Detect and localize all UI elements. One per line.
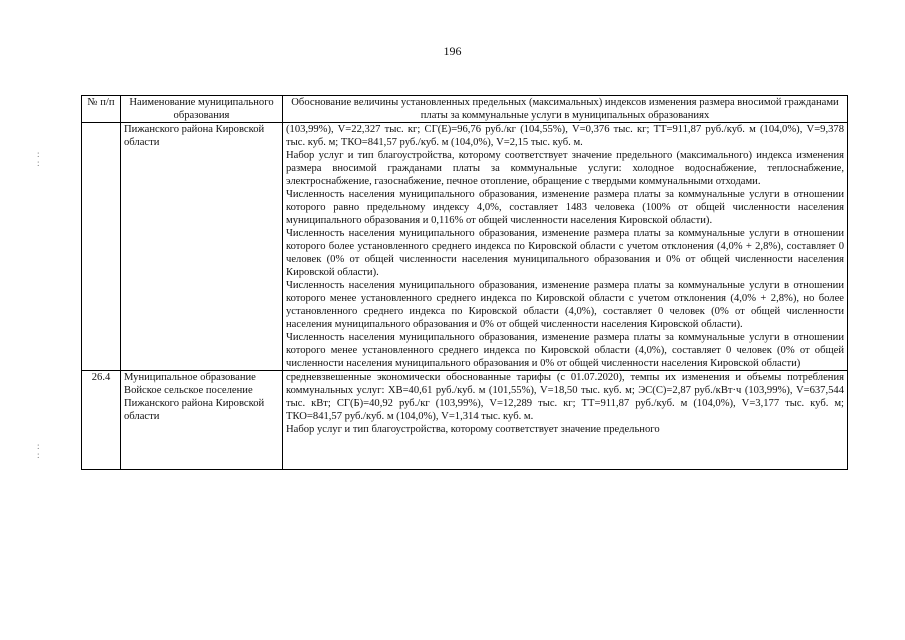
table-row — [82, 371, 848, 470]
table-row — [82, 123, 848, 371]
justification-paragraph: Набор услуг и тип благоустройства, которому соответствует значение предельного (максимального) индекса изменения размера вносимой гражданами платы за коммунальные услуги: холодное водоснабжение, теплоснабжение, электроснабжение, газоснабжение, печное отопление, обращение с твердыми коммунальными отходами. — [286, 150, 844, 187]
row-municipality-name: Пижанского района Кировской области — [121, 123, 283, 371]
row-justification — [283, 371, 848, 470]
justification-paragraph: средневзвешенные экономически обоснованные тарифы (с 01.07.2020), темпы их изменения и объемы потребления коммунальных услуг: ХВ=40,61 руб./куб. м (101,55%), V=18,50 тыс. куб. м; ЭС(С)=2,87 руб./кВт·ч (103,99%), V=637,544 тыс. кВт; СГ(Б)=40,92 руб./кг (103,99%), V=12,289 тыс. кг; ТТ=911,87 руб./куб. м (104,0%), V=3,177 тыс. куб. м; ТКО=841,57 руб./куб. м (104,0%), V=1,314 тыс. куб. м. — [286, 372, 844, 422]
row-num — [82, 123, 121, 371]
header-num: № п/п — [82, 96, 121, 123]
justification-paragraph: (103,99%), V=22,327 тыс. кг; СГ(Е)=96,76 руб./кг (104,55%), V=0,376 тыс. кг; ТТ=911,87 руб./куб. м (104,0%), V=9,378 тыс. куб. м; ТКО=841,57 руб./куб. м (104,0%), V=2,15 тыс. куб. м. — [286, 124, 844, 148]
justification-paragraph: Численность населения муниципального образования, изменение размера платы за коммунальные услуги в отношении которого менее установленного среднего индекса по Кировской области с учетом отклонения (4,0% + 2,8%), но более установленного среднего индекса по Кировской области (4,0%), составляет 0 человек (0% от общей численности населения муниципального образования и 0% от общей численности населения Кировской области). — [286, 280, 844, 330]
page-number: 196 — [443, 44, 462, 58]
row-num: 26.4 — [82, 371, 121, 470]
table-header-row — [82, 96, 848, 123]
justification-paragraph: Численность населения муниципального образования, изменение размера платы за коммунальные услуги в отношении которого более установленного среднего индекса по Кировской области с учетом отклонения (4,0% + 2,8%), составляет 0 человек (0% от общей численности населения муниципального образования и 0% от общей численности населения Кировской области). — [286, 228, 844, 278]
margin-mark: : : — [37, 149, 40, 168]
justification-paragraph: Численность населения муниципального образования, изменение размера платы за коммунальные услуги в отношении которого равно предельному индексу 4,0%, составляет 1483 человека (100% от общей численности населения муниципального образования и 0,116% от общей численности населения Кировской области). — [286, 189, 844, 226]
margin-mark: : : — [37, 441, 40, 460]
row-municipality-name: Муниципальное образование Войское сельское поселение Пижанского района Кировской области — [121, 371, 283, 470]
justification-paragraph: Набор услуг и тип благоустройства, которому соответствует значение предельного — [286, 424, 660, 435]
row-justification — [283, 123, 848, 371]
header-justification: Обоснование величины установленных предельных (максимальных) индексов изменения размера вносимой гражданами платы за коммунальные услуги в муниципальных образованиях — [283, 96, 848, 123]
justification-paragraph: Численность населения муниципального образования, изменение размера платы за коммунальные услуги в отношении которого менее установленного среднего индекса по Кировской области (4,0%), составляет 0 человек (0% от общей численности населения муниципального образования и 0% от общей численности населения Кировской области) — [286, 332, 844, 369]
header-name: Наименование муниципального образования — [121, 96, 283, 123]
tariff-index-table — [81, 95, 848, 470]
